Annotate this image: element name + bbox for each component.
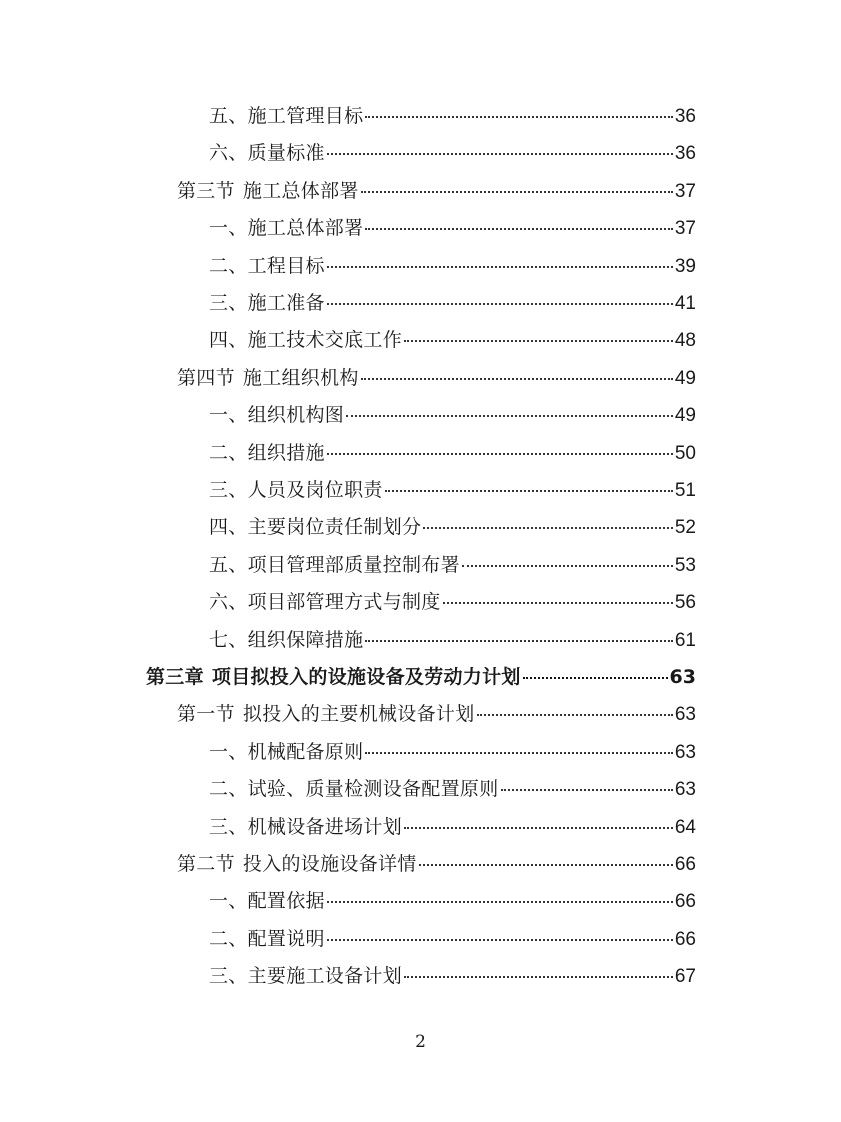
dot-leader (404, 976, 673, 978)
toc-entry-page-number: 66 (674, 928, 696, 950)
toc-entry-chapter[interactable] (146, 662, 696, 699)
toc-entry-item[interactable] (209, 512, 696, 549)
toc-entry-item[interactable] (209, 625, 696, 662)
toc-entry-page-number: 39 (674, 255, 696, 277)
toc-entry-label: 七、 (209, 628, 248, 651)
toc-entry-item[interactable] (209, 475, 696, 512)
toc-entry-title: 机械设备进场计划 (247, 815, 403, 838)
toc-entry-title: 项目部管理方式与制度 (247, 591, 441, 614)
dot-leader (523, 677, 668, 679)
toc-entry-page-number: 37 (674, 180, 696, 202)
toc-entry-page-number: 63 (674, 704, 696, 726)
toc-entry-title: 配置依据 (247, 890, 325, 913)
toc-entry-title: 施工管理目标 (247, 105, 364, 127)
toc-entry-label: 第一节 (177, 703, 235, 726)
dot-leader (423, 527, 673, 529)
dot-leader (327, 266, 673, 268)
toc-entry-page-number: 53 (674, 554, 696, 576)
dot-leader (501, 789, 673, 791)
toc-entry-label: 四、 (209, 329, 248, 352)
toc-entry-title: 施工技术交底工作 (247, 329, 403, 352)
toc-entry-page-number: 63 (674, 741, 696, 763)
dot-leader (477, 714, 673, 716)
toc-entry-page-number: 41 (674, 293, 696, 314)
toc-entry-label: 六、 (209, 142, 248, 165)
toc-entry-page-number: 66 (674, 854, 696, 875)
toc-entry-label: 一、 (209, 217, 248, 240)
toc-entry-item[interactable] (209, 812, 696, 849)
toc-entry-title: 投入的设施设备详情 (242, 853, 417, 875)
toc-entry-item[interactable] (209, 288, 696, 325)
dot-leader (361, 191, 673, 193)
toc-entry-page-number: 37 (674, 218, 696, 240)
toc-entry-item[interactable] (209, 774, 696, 811)
toc-entry-title: 试验、质量检测设备配置原则 (247, 778, 499, 801)
toc-entry-label: 五、 (209, 553, 248, 576)
toc-entry-label: 第三节 (177, 179, 235, 202)
toc-entry-section[interactable] (177, 699, 696, 736)
toc-entry-title: 配置说明 (247, 927, 325, 950)
toc-entry-page-number: 63 (669, 666, 696, 688)
toc-entry-item[interactable] (209, 550, 696, 587)
toc-entry-title: 主要岗位责任制划分 (247, 516, 422, 539)
dot-leader (365, 752, 672, 754)
toc-entry-item[interactable] (209, 101, 696, 138)
toc-entry-title: 施工总体部署 (242, 179, 359, 202)
toc-entry-label: 四、 (209, 516, 248, 539)
dot-leader (365, 640, 672, 642)
toc-entry-title: 施工组织机构 (242, 366, 359, 389)
dot-leader (361, 378, 673, 380)
toc-entry-page-number: 56 (674, 592, 696, 614)
toc-entry-item[interactable] (209, 251, 696, 288)
dot-leader (404, 340, 673, 342)
toc-entry-label: 第三章 (146, 666, 204, 688)
toc-entry-label: 一、 (209, 740, 248, 763)
toc-entry-page-number: 49 (674, 405, 696, 427)
toc-entry-item[interactable] (209, 886, 696, 923)
toc-entry-page-number: 36 (674, 143, 696, 165)
toc-entry-section[interactable] (177, 363, 696, 400)
toc-entry-label: 三、 (209, 815, 248, 838)
dot-leader (462, 565, 673, 567)
dot-leader (419, 864, 673, 866)
toc-entry-label: 三、 (209, 479, 248, 501)
dot-leader (443, 602, 673, 604)
toc-entry-section[interactable] (177, 849, 696, 886)
toc-entry-title: 工程目标 (247, 254, 325, 277)
toc-entry-label: 二、 (209, 927, 248, 950)
toc-entry-label: 一、 (209, 890, 248, 913)
toc-entry-page-number: 50 (674, 442, 696, 464)
toc-entry-title: 机械配备原则 (247, 740, 364, 763)
toc-entry-label: 第四节 (177, 366, 235, 389)
toc-entry-title: 项目管理部质量控制布署 (247, 553, 460, 576)
toc-entry-label: 第二节 (177, 853, 235, 875)
dot-leader (327, 453, 673, 455)
toc-entry-item[interactable] (209, 924, 696, 961)
toc-entry-label: 六、 (209, 591, 248, 614)
toc-entry-title: 组织措施 (247, 441, 325, 464)
dot-leader (327, 939, 673, 941)
toc-entry-item[interactable] (209, 213, 696, 250)
toc-entry-page-number: 52 (674, 517, 696, 539)
toc-entry-title: 项目拟投入的设施设备及劳动力计划 (211, 666, 521, 688)
dot-leader (327, 303, 673, 305)
toc-entry-title: 施工准备 (247, 292, 325, 314)
dot-leader (365, 116, 672, 118)
dot-leader (327, 153, 673, 155)
toc-entry-label: 三、 (209, 965, 248, 988)
dot-leader (346, 415, 673, 417)
toc-entry-label: 三、 (209, 292, 248, 314)
toc-entry-item[interactable] (209, 325, 696, 362)
toc-entry-title: 组织机构图 (247, 404, 345, 427)
dot-leader (404, 827, 673, 829)
toc-entry-item[interactable] (209, 400, 696, 437)
toc-entry-title: 组织保障措施 (247, 628, 364, 651)
toc-entry-item[interactable] (209, 438, 696, 475)
page-number: 2 (415, 1032, 426, 1052)
toc-entry-label: 五、 (209, 105, 248, 127)
toc-entry-item[interactable] (209, 587, 696, 624)
toc-entry-title: 质量标准 (247, 142, 325, 165)
toc-entry-page-number: 49 (674, 367, 696, 389)
dot-leader (365, 228, 672, 230)
toc-entry-title: 拟投入的主要机械设备计划 (242, 703, 475, 726)
dot-leader (385, 490, 673, 492)
toc-entry-title: 主要施工设备计划 (247, 965, 403, 988)
toc-entry-label: 二、 (209, 254, 248, 277)
toc-entry-label: 一、 (209, 404, 248, 427)
toc-entry-page-number: 51 (674, 480, 696, 501)
toc-entry-label: 二、 (209, 441, 248, 464)
toc-entry-title: 施工总体部署 (247, 217, 364, 240)
toc-entry-label: 二、 (209, 778, 248, 801)
toc-entry-page-number: 61 (674, 629, 696, 651)
toc-entry-page-number: 36 (674, 106, 696, 127)
toc-entry-page-number: 48 (674, 330, 696, 352)
toc-entry-page-number: 63 (674, 779, 696, 801)
toc-entry-page-number: 66 (674, 891, 696, 913)
toc-entry-item[interactable] (209, 737, 696, 774)
toc-entry-item[interactable] (209, 961, 696, 998)
toc-entry-section[interactable] (177, 176, 696, 213)
toc-entry-title: 人员及岗位职责 (247, 479, 383, 501)
toc-entry-page-number: 64 (674, 816, 696, 838)
toc-entry-page-number: 67 (674, 966, 696, 988)
dot-leader (327, 901, 673, 903)
toc-entry-item[interactable] (209, 138, 696, 175)
